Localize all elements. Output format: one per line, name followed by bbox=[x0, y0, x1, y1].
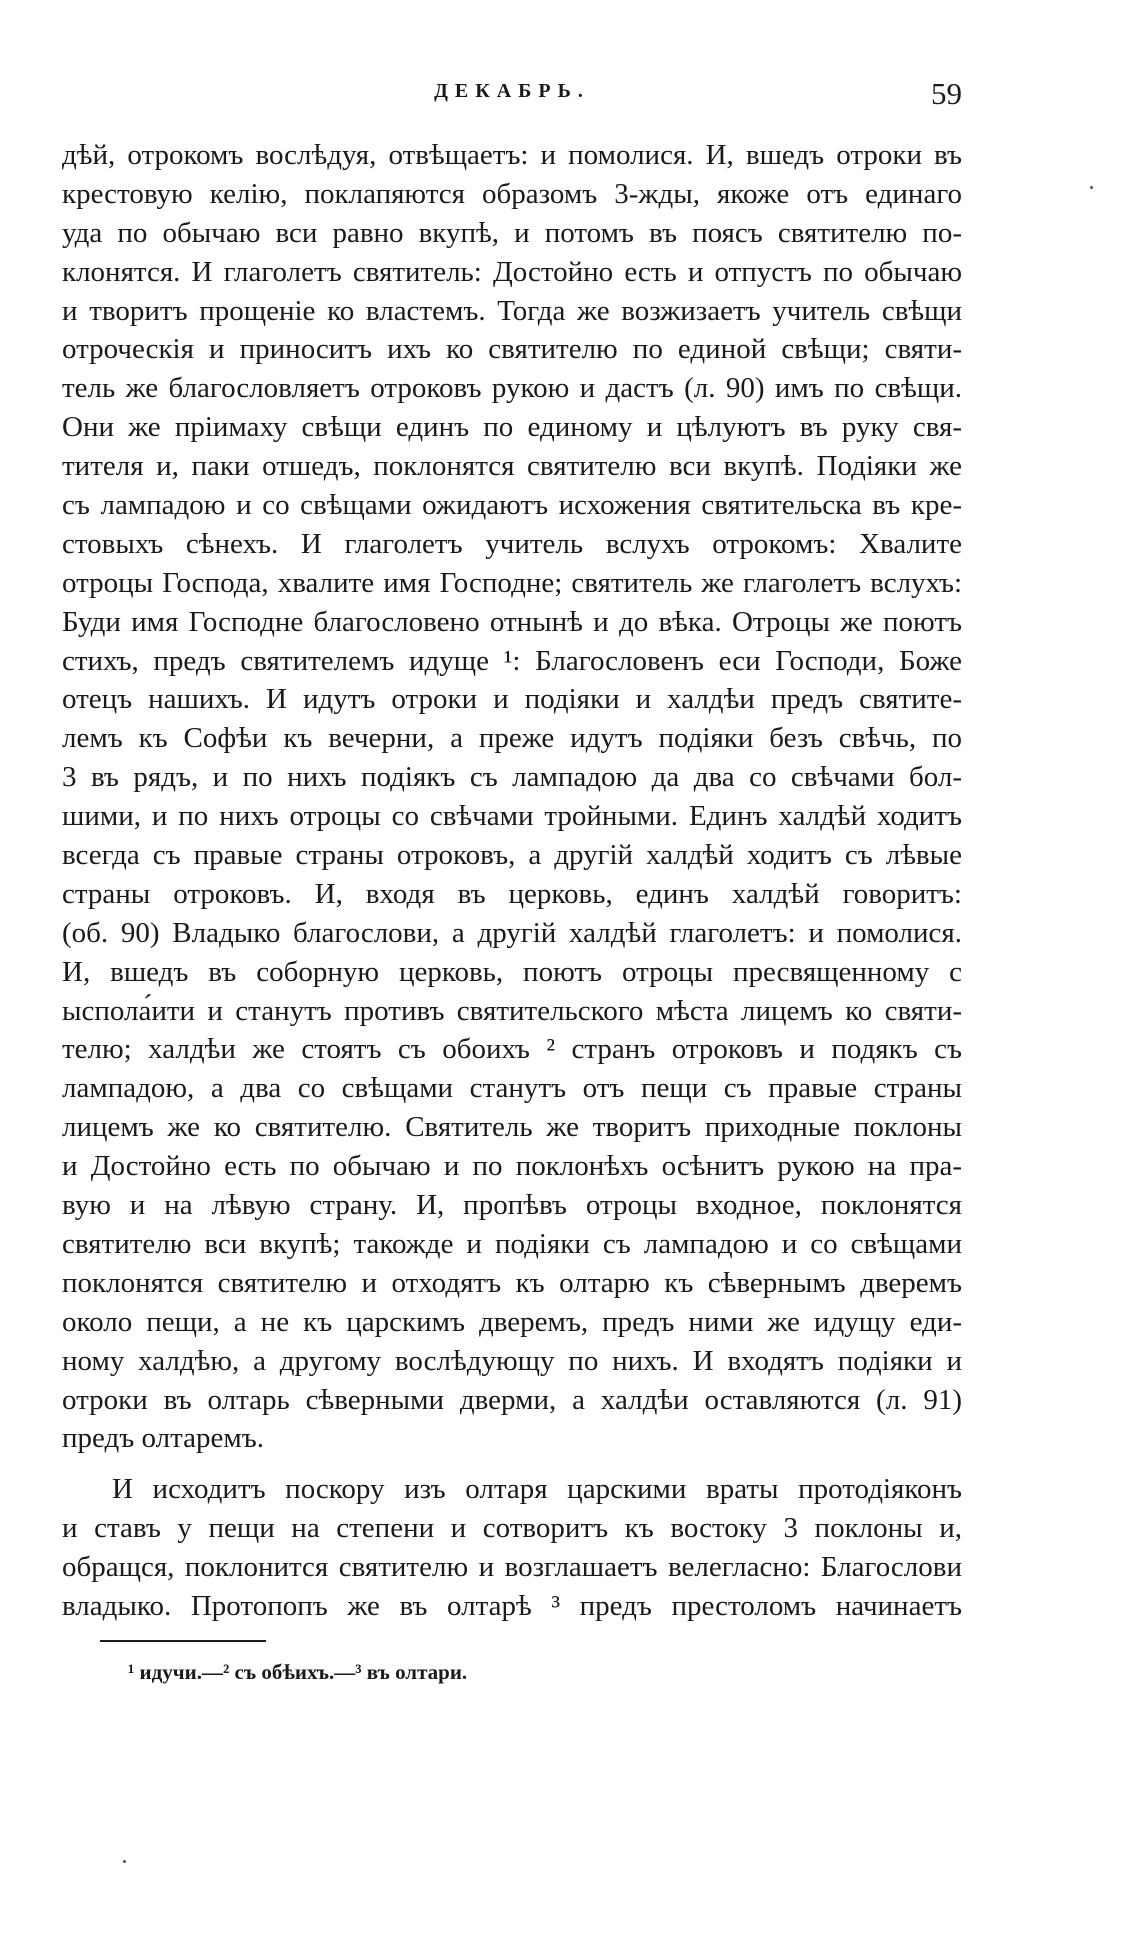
text-line: (об. 90) Владыко благослови, а другій халдѣй глаголетъ: и помолися. bbox=[62, 916, 962, 949]
text-line: уда по обычаю вси равно вкупѣ, и потомъ въ поясъ святителю по- bbox=[62, 216, 962, 249]
scan-speck bbox=[1090, 186, 1093, 189]
text-line: и Достойно есть по обычаю и по поклонѣхъ осѣнитъ рукою на пра- bbox=[62, 1150, 962, 1183]
text-line: тель же благословляетъ отроковъ рукою и дастъ (л. 90) имъ по свѣщи. bbox=[62, 372, 962, 405]
running-title: ДЕКАБРЬ. bbox=[434, 80, 590, 102]
text-line: около пещи, а не къ царскимъ дверемъ, предъ ними же идущу еди- bbox=[62, 1305, 962, 1338]
text-line: страны отроковъ. И, входя въ церковь, единъ халдѣй говоритъ: bbox=[62, 877, 962, 910]
text-line: отецъ нашихъ. И идутъ отроки и подіяки и халдѣи предъ святите- bbox=[62, 683, 962, 716]
paragraph bbox=[62, 1470, 962, 1626]
text-line: обращся, поклонится святителю и возглашаетъ велегласно: Благослови bbox=[62, 1551, 962, 1584]
text-line: владыко. Протопопъ же въ олтарѣ ³ предъ престоломъ начинаетъ bbox=[62, 1589, 962, 1622]
text-line: лицемъ же ко святителю. Святитель же творитъ приходные поклоны bbox=[62, 1111, 962, 1144]
text-line: шими, и по нихъ отроцы со свѣчами тройными. Единъ халдѣй ходитъ bbox=[62, 800, 962, 833]
text-line: вую и на лѣвую страну. И, пропѣвъ отроцы входное, поклонятся bbox=[62, 1189, 962, 1222]
text-line: отроческія и приноситъ ихъ ко святителю по единой свѣщи; святи- bbox=[62, 333, 962, 366]
text-line: И, вшедъ въ соборную церковь, поютъ отроцы пресвященному с bbox=[62, 955, 962, 988]
text-line: лемъ къ Софѣи къ вечерни, а преже идутъ подіяки безъ свѣчь, по bbox=[62, 722, 962, 755]
text-line: крестовую келію, поклапяются образомъ 3-жды, якоже отъ единаго bbox=[62, 177, 962, 210]
footnote-rule bbox=[100, 1640, 266, 1642]
text-line: лампадою, а два со свѣщами станутъ отъ пещи съ правые страны bbox=[62, 1072, 962, 1105]
text-line: И исходитъ поскору изъ олтаря царскими враты протодіяконъ bbox=[112, 1473, 962, 1506]
text-line: стовыхъ сѣнехъ. И глаголетъ учитель вслухъ отрокомъ: Хвалите bbox=[62, 527, 962, 560]
text-line: съ лампадою и со свѣщами ожидаютъ исхожения святительска въ кре- bbox=[62, 489, 962, 522]
scan-speck bbox=[123, 1860, 126, 1863]
text-line: 3 въ рядъ, и по нихъ подіякъ съ лампадою да два со свѣчами бол- bbox=[62, 761, 962, 794]
text-line: и творитъ прощеніе ко властемъ. Тогда же возжизаетъ учитель свѣщи bbox=[62, 294, 962, 327]
running-head bbox=[62, 76, 962, 116]
text-line: и ставъ у пещи на степени и сотворитъ къ востоку 3 поклоны и, bbox=[62, 1512, 962, 1545]
paragraph-gap bbox=[62, 1458, 962, 1470]
text-line: отроки въ олтарь сѣверными дверми, а халдѣи оставляются (л. 91) bbox=[62, 1383, 962, 1416]
text-line: клонятся. И глаголетъ святитель: Достойно есть и отпустъ по обычаю bbox=[62, 255, 962, 288]
text-line: предъ олтаремъ. bbox=[62, 1422, 264, 1455]
text-line: поклонятся святителю и отходятъ къ олтарю къ сѣвернымъ дверемъ bbox=[62, 1266, 962, 1299]
text-line: Буди имя Господне благословено отнынѣ и до вѣка. Отроцы же поютъ bbox=[62, 605, 962, 638]
paragraph bbox=[62, 136, 962, 1458]
text-line: дѣй, отрокомъ вослѣдуя, отвѣщаетъ: и помолися. И, вшедъ отроки въ bbox=[62, 139, 962, 171]
footnotes: ¹ идучи.—² съ обѣихъ.—³ въ олтари. bbox=[128, 1660, 468, 1684]
text-line: стихъ, предъ святителемъ идуще ¹: Благословенъ еси Господи, Боже bbox=[62, 644, 962, 677]
text-line: всегда съ правые страны отроковъ, а другій халдѣй ходитъ съ лѣвые bbox=[62, 839, 962, 872]
text-line: святителю вси вкупѣ; такожде и подіяки съ лампадою и со свѣщами bbox=[62, 1227, 962, 1260]
text-line: ному халдѣю, а другому вослѣдующу по нихъ. И входятъ подіяки и bbox=[62, 1344, 962, 1377]
text-line: Они же пріимаху свѣщи единъ по единому и цѣлуютъ въ руку свя- bbox=[62, 411, 962, 444]
text-line: тителя и, паки отшедъ, поклонятся святителю вси вкупѣ. Подіяки же bbox=[62, 450, 962, 483]
body-text bbox=[62, 136, 962, 1626]
text-line: телю; халдѣи же стоятъ съ обоихъ ² странъ отроковъ и подякъ съ bbox=[62, 1033, 962, 1066]
page-number: 59 bbox=[931, 76, 962, 111]
text-line: ыспола́ити и станутъ противъ святительского мѣста лицемъ ко святи- bbox=[62, 994, 962, 1027]
text-line: отроцы Господа, хвалите имя Господне; святитель же глаголетъ вслухъ: bbox=[62, 566, 962, 599]
